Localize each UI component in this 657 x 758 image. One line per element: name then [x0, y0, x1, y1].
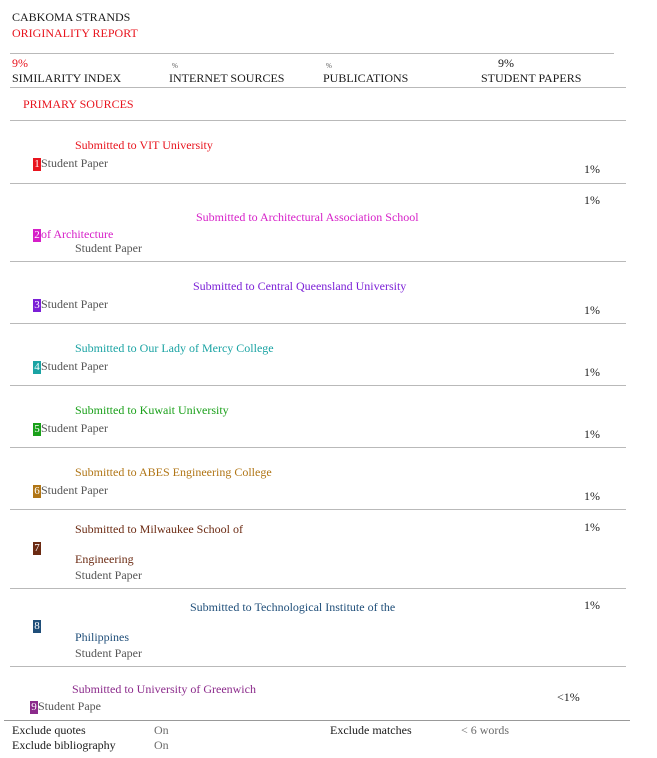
source-type: Student Paper [41, 483, 108, 497]
divider [10, 588, 626, 589]
source-title-continued[interactable]: of Architecture [41, 227, 114, 241]
similarity-value: 9% [12, 56, 28, 70]
source-type: Student Paper [41, 359, 108, 373]
exclude-bibliography-value: On [154, 738, 169, 752]
source-title-continued[interactable]: Philippines [75, 630, 130, 644]
divider [10, 509, 626, 510]
source-type: Student Paper [41, 297, 108, 311]
publications-label: PUBLICATIONS [323, 71, 409, 85]
source-title[interactable]: Submitted to ABES Engineering College [75, 465, 272, 479]
source-percentage: 1% [584, 598, 600, 612]
source-title[interactable]: Submitted to Milwaukee School of [75, 522, 243, 536]
source-number-badge: 6 [34, 485, 40, 497]
exclude-quotes-label: Exclude quotes [12, 723, 86, 737]
divider [10, 666, 626, 667]
internet-value: % [172, 62, 178, 70]
student-label: STUDENT PAPERS [481, 71, 582, 85]
source-percentage: 1% [584, 427, 600, 441]
source-number-badge: 3 [34, 299, 40, 311]
source-percentage: 1% [584, 303, 600, 317]
report-title: CABKOMA STRANDS [12, 10, 131, 24]
source-type: Student Paper [75, 241, 142, 255]
source-type: Student Paper [41, 421, 108, 435]
divider [10, 323, 626, 324]
source-percentage: 1% [584, 162, 600, 176]
internet-label: INTERNET SOURCES [169, 71, 285, 85]
source-percentage: 1% [584, 193, 600, 207]
student-value: 9% [498, 56, 514, 70]
divider [10, 447, 626, 448]
divider [10, 385, 626, 386]
source-number-badge: 4 [34, 361, 40, 373]
report-subtitle: ORIGINALITY REPORT [12, 26, 138, 40]
source-type: Student Paper [75, 646, 142, 660]
exclude-matches-value: < 6 words [461, 723, 510, 737]
source-number-badge: 5 [34, 423, 40, 435]
divider [10, 87, 626, 88]
source-percentage: 1% [584, 520, 600, 534]
source-title[interactable]: Submitted to Central Queensland University [193, 279, 407, 293]
divider [10, 120, 626, 121]
source-percentage: 1% [584, 365, 600, 379]
exclude-quotes-value: On [154, 723, 169, 737]
source-title[interactable]: Submitted to Architectural Association School [196, 210, 419, 224]
divider [10, 261, 626, 262]
exclude-matches-label: Exclude matches [330, 723, 412, 737]
source-title[interactable]: Submitted to Technological Institute of the [190, 600, 396, 614]
source-number-badge: 7 [34, 542, 40, 554]
divider [10, 183, 626, 184]
source-percentage: 1% [584, 489, 600, 503]
source-number-badge: 9 [31, 701, 37, 713]
source-type: Student Paper [41, 156, 108, 170]
similarity-label: SIMILARITY INDEX [12, 71, 122, 85]
divider [10, 53, 614, 54]
primary-sources-heading: PRIMARY SOURCES [23, 97, 134, 111]
source-number-badge: 2 [34, 229, 40, 241]
source-title[interactable]: Submitted to University of Greenwich [72, 682, 256, 696]
source-title[interactable]: Submitted to VIT University [75, 138, 213, 152]
source-percentage: <1% [557, 690, 580, 704]
source-number-badge: 1 [34, 158, 40, 170]
source-number-badge: 8 [34, 620, 40, 632]
source-type: Student Pape [38, 699, 101, 713]
divider [4, 720, 630, 721]
source-title-continued[interactable]: Engineering [75, 552, 134, 566]
source-type: Student Paper [75, 568, 142, 582]
source-title[interactable]: Submitted to Kuwait University [75, 403, 229, 417]
exclude-bibliography-label: Exclude bibliography [12, 738, 116, 752]
publications-value: % [326, 62, 332, 70]
source-title[interactable]: Submitted to Our Lady of Mercy College [75, 341, 274, 355]
